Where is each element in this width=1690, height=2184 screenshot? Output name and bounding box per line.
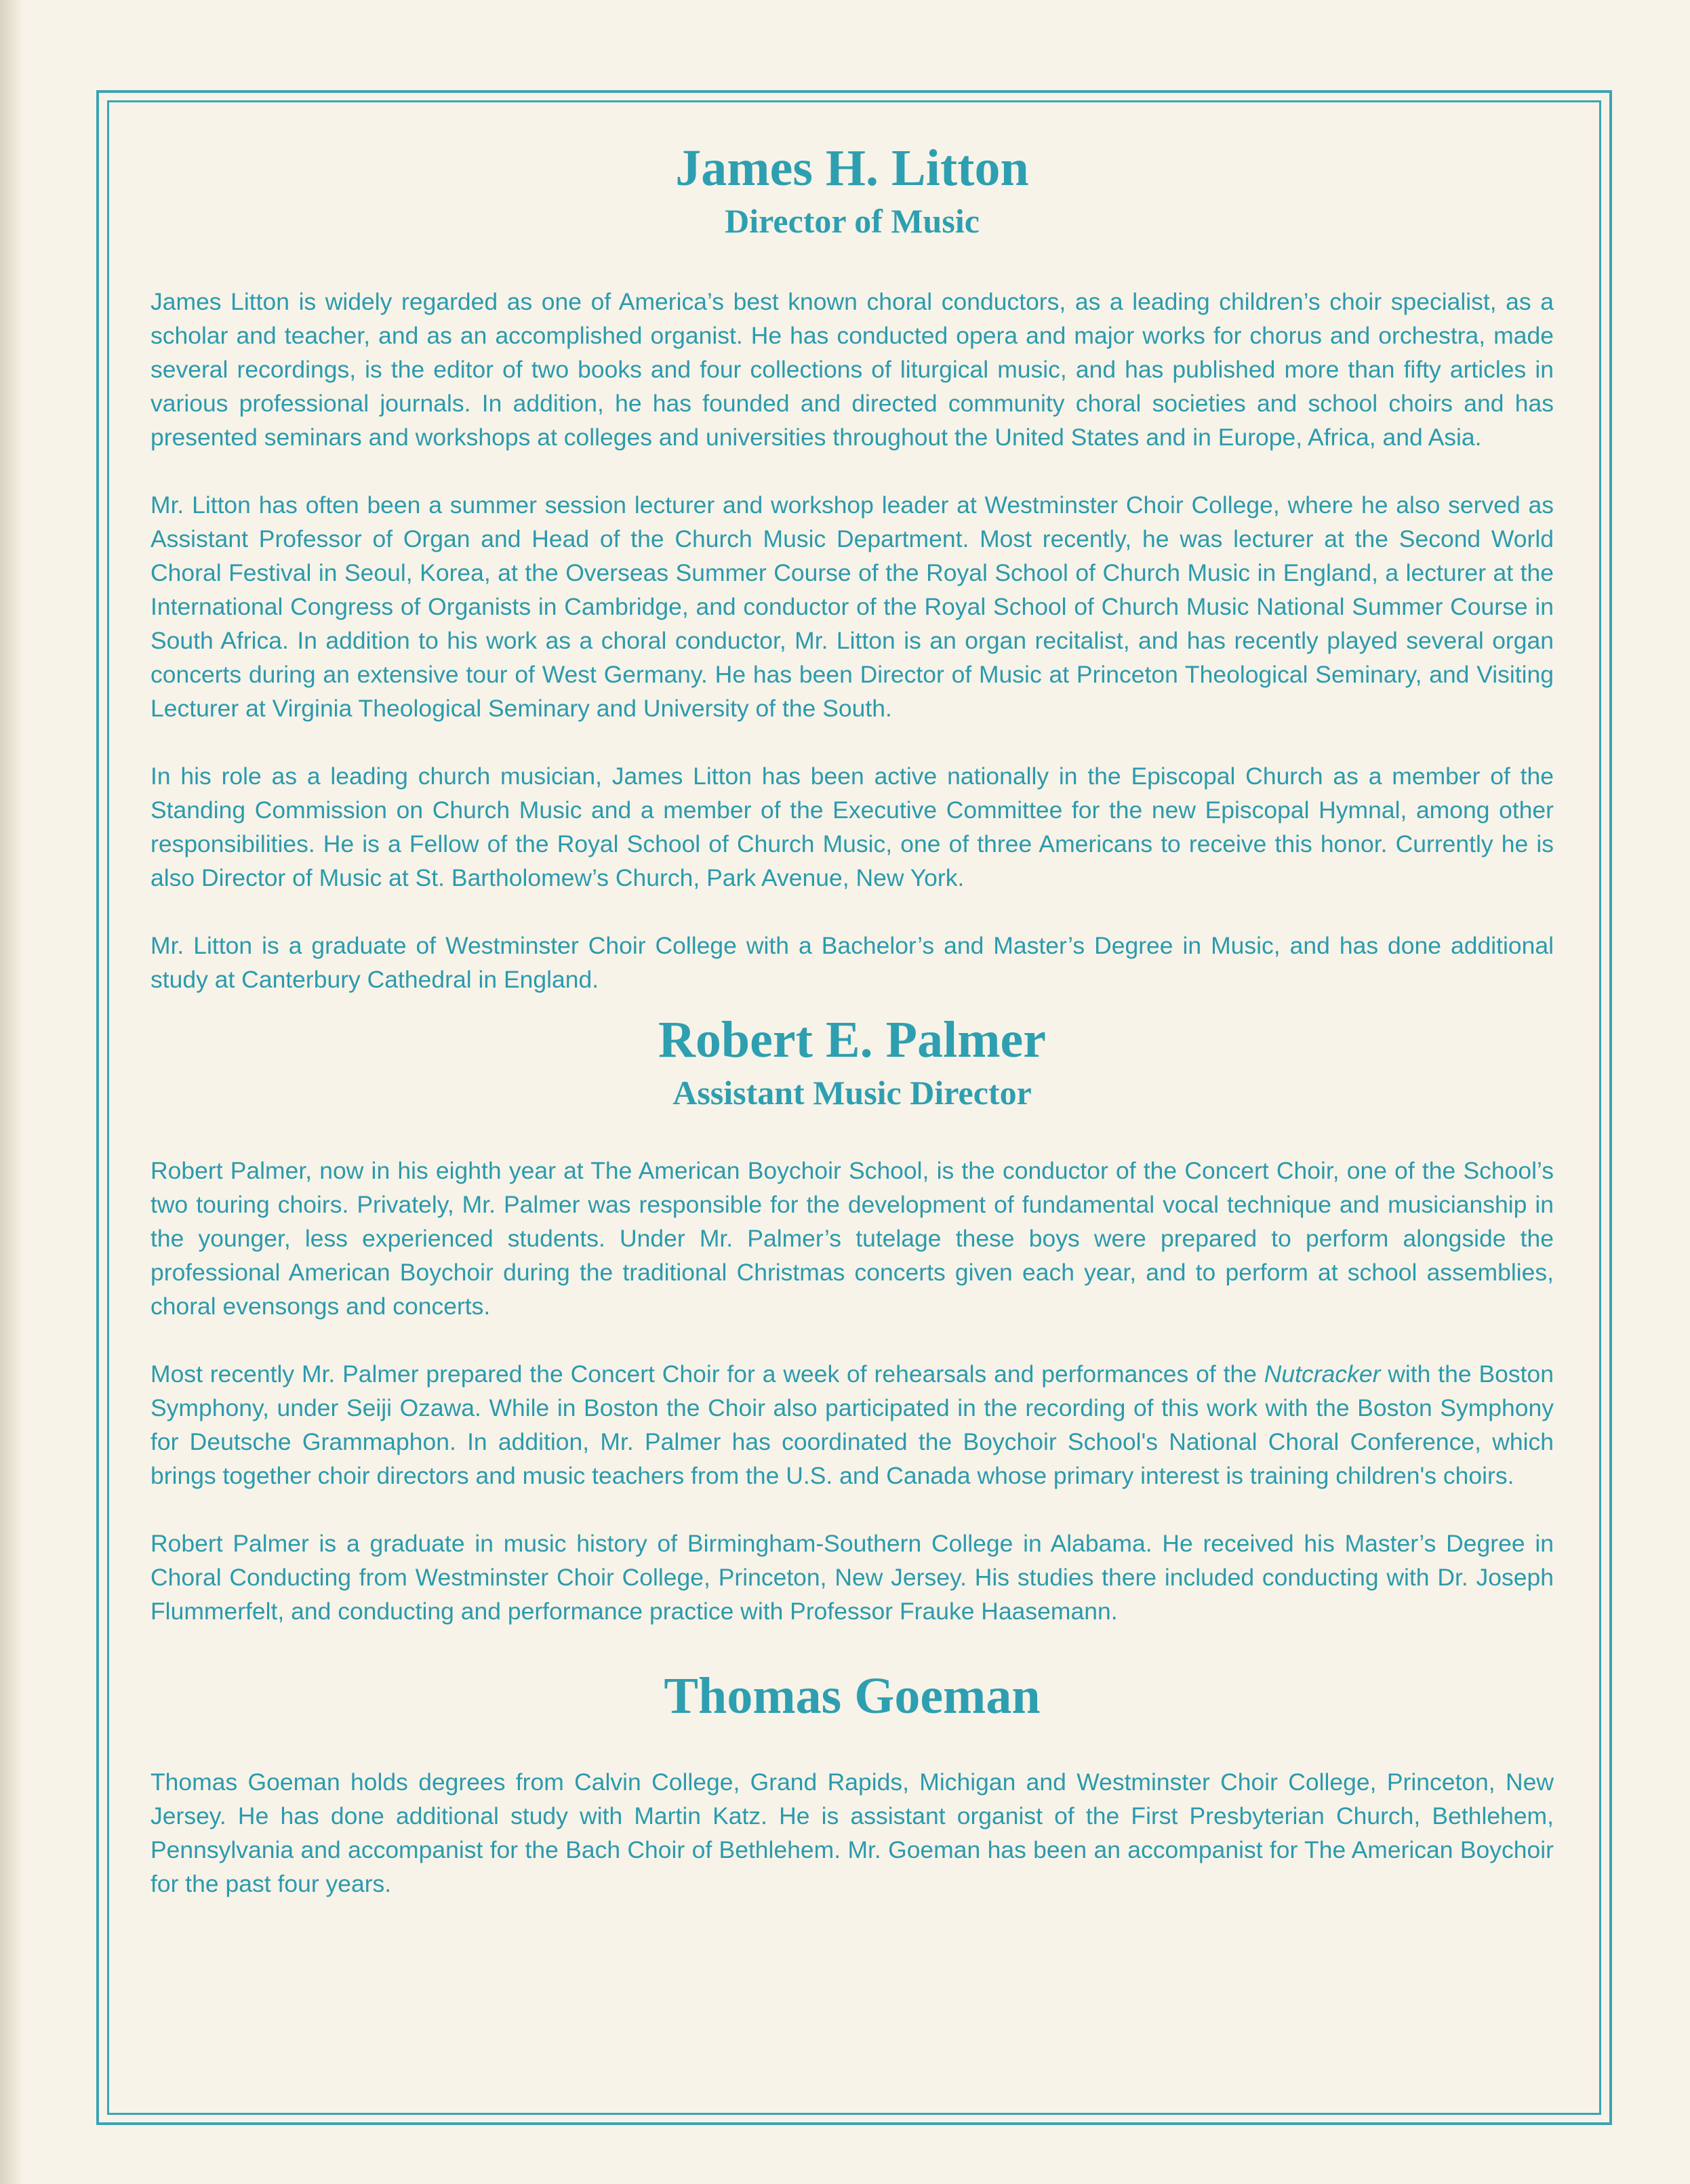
bio-paragraph-text: with the Boston Symphony, under Seiji Ozawa. While in Boston the Choir also participated in the recording of this work with the Boston Symphony for Deutsche Grammaphon. In addition, Mr. Palmer has coordinated the Boychoir School's National Choral Conference, which brings together choir directors and music teachers from the U.S. and Canada whose primary interest is training children's choirs. [150,1360,1554,1489]
bio-role: Director of Music [725,202,980,240]
bio-name: Robert E. Palmer [658,1011,1046,1068]
bio-name: James H. Litton [675,140,1029,197]
bio-paragraph: Robert Palmer is a graduate in music history of Birmingham-Southern College in Alabama. He received his Master’s Degree in Choral Conducting from Westminster Choir College, Princeton, New Jersey. His studies there included conducting with Dr. Joseph Flummerfelt, and conducting and performance practice with Professor Frauke Haasemann. [150,1530,1554,1625]
page-content [150,129,1554,1901]
bio-name: Thomas Goeman [664,1667,1041,1724]
bio-section-litton [150,136,1554,996]
bio-section-goeman [150,1663,1554,1901]
bio-role: Assistant Music Director [672,1074,1032,1112]
bio-paragraph [150,1357,1554,1493]
page-binding-shadow [0,0,23,2184]
bio-paragraph: Thomas Goeman holds degrees from Calvin College, Grand Rapids, Michigan and Westminster Choir College, Princeton, New Jersey. He has done additional study with Martin Katz. He is assistant organist of the First Presbyterian Church, Bethlehem, Pennsylvania and accompanist for the Bach Choir of Bethlehem. Mr. Goeman has been an accompanist for The American Boychoir for the past four years. [150,1768,1554,1897]
bio-paragraph: Mr. Litton has often been a summer session lecturer and workshop leader at Westminster Choir College, where he also served as Assistant Professor of Organ and Head of the Church Music Department. Most recently, he was lecturer at the Second World Choral Festival in Seoul, Korea, at the Overseas Summer Course of the Royal School of Church Music in England, a lecturer at the International Congress of Organists in Cambridge, and conductor of the Royal School of Church Music National Summer Course in South Africa. In addition to his work as a choral conductor, Mr. Litton is an organ recitalist, and has recently played several organ concerts during an extensive tour of West Germany. He has been Director of Music at Princeton Theological Seminary, and Visiting Lecturer at Virginia Theological Seminary and University of the South. [150,491,1554,722]
bio-paragraph: Robert Palmer, now in his eighth year at The American Boychoir School, is the conductor of the Concert Choir, one of the School’s two touring choirs. Privately, Mr. Palmer was responsible for the development of fundamental vocal technique and musicianship in the younger, less experienced students. Under Mr. Palmer’s tutelage these boys were prepared to perform alongside the professional American Boychoir during the traditional Christmas concerts given each year, and to perform at school assemblies, choral evensongs and concerts. [150,1157,1554,1320]
bio-section-palmer [150,1007,1554,1628]
bio-paragraph-text: Most recently Mr. Palmer prepared the Concert Choir for a week of rehearsals and performances of the [150,1360,1264,1388]
bio-paragraph: In his role as a leading church musician, James Litton has been active nationally in the Episcopal Church as a member of the Standing Commission on Church Music and a member of the Executive Committee for the new Episcopal Hymnal, among other responsibilities. He is a Fellow of the Royal School of Church Music, one of three Americans to receive this honor. Currently he is also Director of Music at St. Bartholomew’s Church, Park Avenue, New York. [150,763,1554,891]
work-title: Nutcracker [1264,1360,1381,1388]
bio-paragraph: Mr. Litton is a graduate of Westminster Choir College with a Bachelor’s and Master’s Degree in Music, and has done additional study at Canterbury Cathedral in England. [150,932,1554,993]
bio-paragraph: James Litton is widely regarded as one of America’s best known choral conductors, as a leading children’s choir specialist, as a scholar and teacher, and as an accomplished organist. He has conducted opera and major works for chorus and orchestra, made several recordings, is the editor of two books and four collections of liturgical music, and has published more than fifty articles in various professional journals. In addition, he has founded and directed community choral societies and school choirs and has presented seminars and workshops at colleges and universities throughout the United States and in Europe, Africa, and Asia. [150,288,1554,451]
